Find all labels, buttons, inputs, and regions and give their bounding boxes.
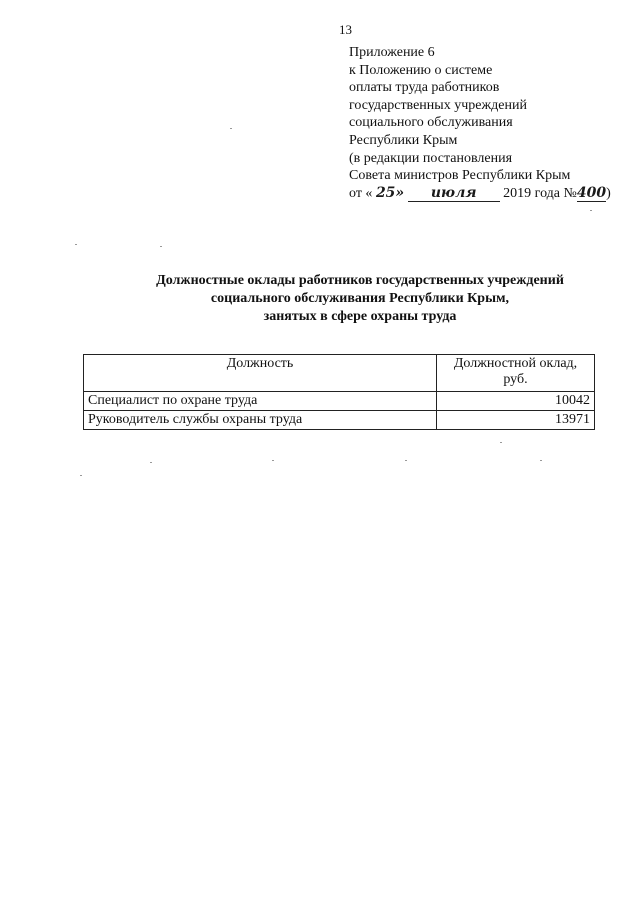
appendix-line: Приложение 6: [349, 45, 435, 60]
date-day-handwritten: 25: [375, 184, 396, 201]
appendix-line: социального обслуживания: [349, 115, 513, 131]
page-number: 13: [339, 22, 352, 37]
table-row: [84, 392, 595, 411]
appendix-header: [349, 44, 619, 202]
title-line-3: занятых в сфере охраны труда: [263, 309, 457, 324]
scan-speck: [230, 128, 232, 129]
scan-speck: [540, 460, 542, 461]
header-position: Должность: [84, 355, 437, 392]
scan-speck: [272, 460, 274, 461]
document-title: [120, 272, 600, 326]
scan-speck: [80, 475, 82, 476]
table-row: [84, 411, 595, 430]
date-prefix: от «: [349, 185, 373, 201]
scan-speck: [150, 462, 152, 463]
table-header-row: [84, 355, 595, 392]
salary-table: [83, 354, 595, 430]
appendix-date-line: от « 25» июля 2019 года №400): [349, 184, 611, 201]
appendix-line: к Положению о системе: [349, 62, 493, 78]
scan-speck: [500, 442, 502, 443]
cell-salary: 13971: [437, 411, 595, 430]
scan-speck: [590, 210, 592, 211]
appendix-line: (в редакции постановления: [349, 150, 513, 166]
scan-speck: [75, 244, 77, 245]
cell-position: Руководитель службы охраны труда: [84, 411, 437, 430]
appendix-line: оплаты труда работников: [349, 80, 500, 96]
appendix-line: Совета министров Республики Крым: [349, 168, 571, 184]
title-line-2: социального обслуживания Республики Крым,: [210, 291, 510, 306]
appendix-line: Республики Крым: [349, 132, 458, 148]
title-line-1: Должностные оклады работников государственных учреждений: [156, 273, 564, 288]
date-year-text: 2019 года №: [503, 185, 577, 201]
cell-position: Специалист по охране труда: [84, 392, 437, 411]
appendix-line: государственных учреждений: [349, 97, 527, 113]
date-month-handwritten: июля: [408, 186, 500, 202]
cell-salary: 10042: [437, 392, 595, 411]
date-number-handwritten: 400: [576, 184, 607, 201]
header-salary: Должностной оклад, руб.: [437, 355, 595, 392]
scan-speck: [405, 460, 407, 461]
scan-speck: [160, 246, 162, 247]
